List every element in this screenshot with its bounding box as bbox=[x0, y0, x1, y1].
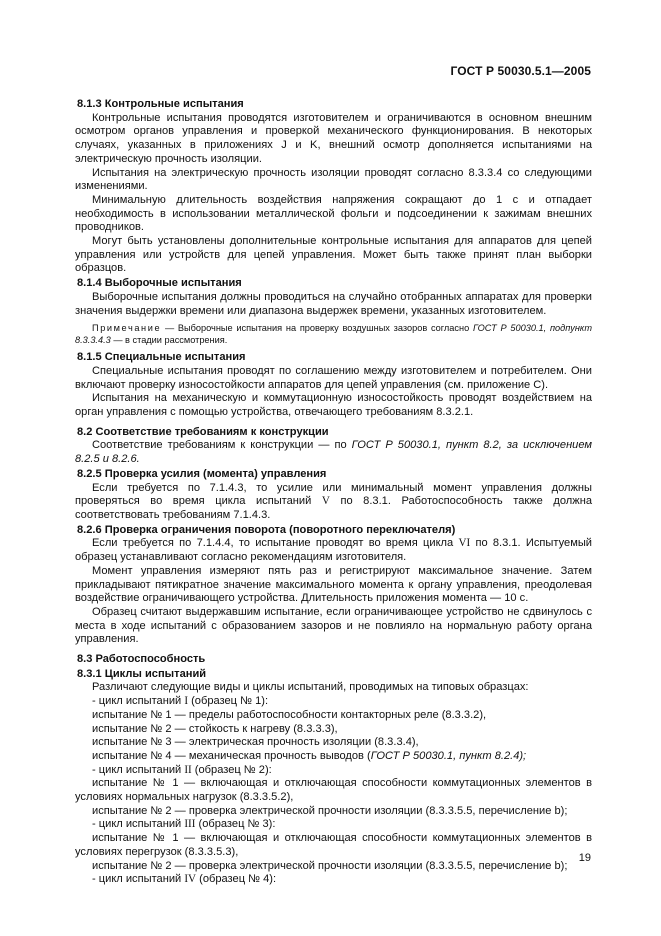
section-heading-8-1-3: 8.1.3 Контрольные испытания bbox=[77, 98, 244, 110]
paragraph: Выборочные испытания должны проводиться на случайно отобранных аппаратах для проверки значения выдержки времени или диапазона выдержек времени, указанных изготовителем. bbox=[75, 290, 592, 317]
list-item: испытание № 1 — включающая и отключающая способности коммутационных элементов в условиях перегрузок (8.3.3.5.3), bbox=[75, 832, 592, 858]
text: (образец № 1): bbox=[188, 695, 269, 708]
roman-numeral: III bbox=[184, 818, 196, 831]
list-item: испытание № 2 — проверка электрической прочности изоляции (8.3.3.5.5, перечисление b); bbox=[92, 804, 568, 817]
list-item bbox=[75, 818, 592, 832]
roman-numeral: VI bbox=[458, 537, 471, 550]
paragraph bbox=[75, 482, 592, 523]
roman-numeral: V bbox=[321, 495, 330, 508]
text: по 8.3.1. Работоспособность также должна соответствовать требованиям 7.1.4.3. bbox=[75, 495, 592, 521]
text: - цикл испытаний bbox=[92, 873, 185, 886]
paragraph bbox=[75, 537, 592, 564]
paragraph: Испытания на механическую и коммутационную износостойкость проводят воздействием на орган управления с помощью устройства, отвечающего требованиям 8.3.2.1. bbox=[75, 392, 592, 419]
roman-numeral: IV bbox=[184, 873, 197, 886]
paragraph: Испытания на электрическую прочность изоляции проводят согласно 8.3.3.4 со следующими изменениями. bbox=[75, 166, 592, 193]
list-item: испытание № 2 — стойкость к нагреву (8.3.3.3), bbox=[92, 722, 338, 735]
text: Если требуется по 7.1.4.4, то испытание проводят во время цикла bbox=[92, 537, 459, 550]
paragraph bbox=[75, 439, 592, 466]
note-reference: ГОСТ Р 50030.1, подпункт 8.3.3.4.3 bbox=[75, 323, 593, 345]
section-heading-8-2: 8.2 Соответствие требованиям к конструкции bbox=[77, 425, 329, 438]
paragraph: Момент управления измеряют пять раз и регистрируют максимальное значение. Затем прикладывают пятикратное значение максимального момента к органу управления, преодолевая воздействие ограничивающего устройства. Длительность приложения момента — 10 с. bbox=[75, 564, 592, 605]
section-heading-8-2-5: 8.2.5 Проверка усилия (момента) управления bbox=[77, 467, 327, 480]
text: (образец № 4): bbox=[196, 873, 277, 886]
section-heading-8-2-6: 8.2.6 Проверка ограничения поворота (поворотного переключателя) bbox=[77, 523, 456, 536]
list-item: испытание № 2 — проверка электрической прочности изоляции (8.3.3.5.5, перечисление b); bbox=[92, 859, 568, 872]
text: испытание № 4 — механическая прочность выводов ( bbox=[92, 749, 371, 762]
document-header: ГОСТ Р 50030.5.1—2005 bbox=[450, 64, 591, 78]
roman-numeral: II bbox=[184, 763, 192, 776]
list-item bbox=[75, 764, 592, 778]
note bbox=[75, 323, 592, 346]
list-item: испытание № 3 — электрическая прочность изоляции (8.3.3.4), bbox=[92, 736, 419, 749]
list-item bbox=[75, 695, 592, 709]
paragraph: Могут быть установлены дополнительные контрольные испытания для аппаратов для цепей управления или устройств для цепей управления. Может быть также принят план выборки образцов. bbox=[75, 235, 592, 275]
paragraph: Специальные испытания проводят по соглашению между изготовителем и потребителем. Они включают проверку износостойкости аппаратов для цепей управления (см. приложение С). bbox=[75, 364, 592, 391]
roman-numeral: I bbox=[184, 695, 189, 708]
list-item bbox=[75, 750, 592, 764]
text: Соответствие требованиям к конструкции — по bbox=[92, 439, 352, 452]
paragraph: Контрольные испытания проводятся изготовителем и ограничиваются в основном внешним осмотром органов управления и проверкой механического функционирования. В некоторых случаях, указанных в приложениях J и K, внешний осмотр дополняется испытаниями на электрическую прочность изоляции. bbox=[75, 111, 592, 165]
text: (образец № 2): bbox=[191, 763, 272, 776]
list-item: испытание № 1 — пределы работоспособности контакторных реле (8.3.3.2), bbox=[92, 708, 487, 721]
section-heading-8-3-1: 8.3.1 Циклы испытаний bbox=[77, 667, 207, 680]
text: - цикл испытаний bbox=[92, 818, 185, 831]
paragraph: Минимальную длительность воздействия напряжения сокращают до 1 с и отпадает необходимость в использовании металлической фольги и подсоединении к зажимам внешних проводников. bbox=[75, 193, 592, 234]
page-number: 19 bbox=[578, 852, 591, 864]
list-item: испытание № 1 — включающая и отключающая способности коммутационных элементов в условиях нормальных нагрузок (8.3.3.5.2), bbox=[75, 777, 592, 804]
note-label: Примечание bbox=[92, 323, 162, 334]
text: - цикл испытаний bbox=[92, 763, 185, 776]
text: по 8.3.1. Испытуемый образец устанавливают согласно рекомендациям изготовителя. bbox=[75, 537, 592, 564]
text: Если требуется по 7.1.4.3, то усилие или минимальный момент управления должны проверяться во время цикла испытаний bbox=[75, 481, 592, 508]
section-heading-8-3: 8.3 Работоспособность bbox=[77, 653, 206, 666]
list-item bbox=[75, 873, 592, 887]
paragraph: Различают следующие виды и циклы испытаний, проводимых на типовых образцах: bbox=[92, 681, 529, 694]
note-tail: — в стадии рассмотрения. bbox=[110, 334, 228, 345]
section-heading-8-1-5: 8.1.5 Специальные испытания bbox=[77, 351, 246, 364]
note-text: — Выборочные испытания на проверку воздушных зазоров согласно bbox=[161, 323, 473, 334]
standard-reference: ГОСТ Р 50030.1, пункт 8.2.4); bbox=[370, 749, 527, 762]
section-heading-8-1-4: 8.1.4 Выборочные испытания bbox=[77, 277, 242, 290]
standard-reference: ГОСТ Р 50030.1, пункт 8.2, за исключением 8.2.5 и 8.2.6. bbox=[75, 439, 592, 466]
text: (образец № 3): bbox=[195, 818, 276, 831]
paragraph: Образец считают выдержавшим испытание, если ограничивающее устройство не сдвинулось с места в ходе испытаний с образованием зазоров и не повлияло на нормальную работу органа управления. bbox=[75, 605, 592, 646]
text: - цикл испытаний bbox=[92, 695, 185, 708]
page-body bbox=[75, 97, 592, 887]
